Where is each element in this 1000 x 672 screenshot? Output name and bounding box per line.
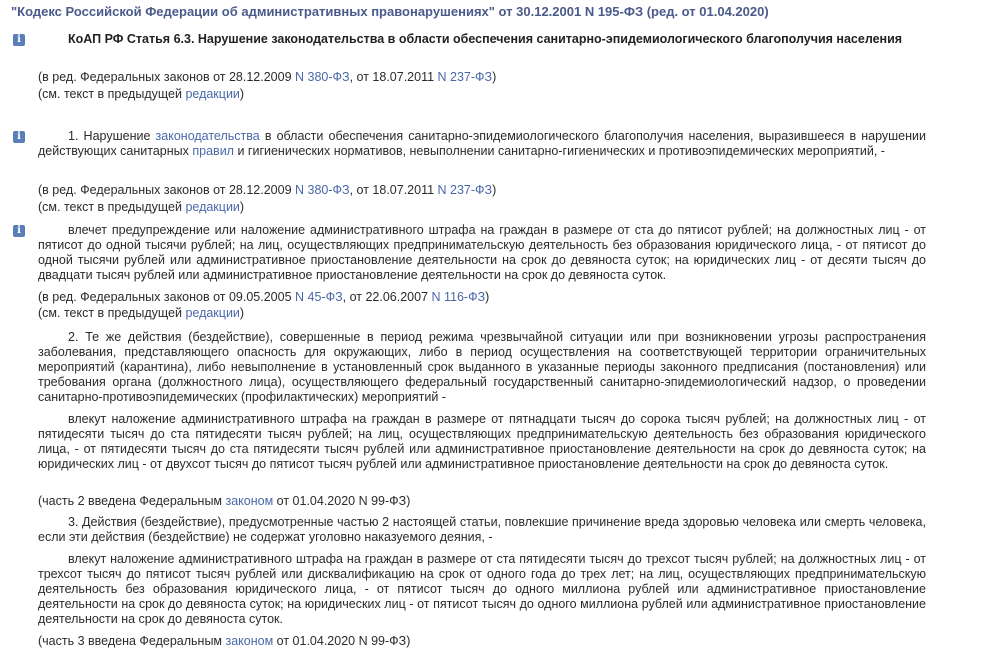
document-title: "Кодекс Российской Федерации об административных правонарушениях" от 30.12.2001 N 195-ФЗ (ред. от 01.04.2020)	[11, 4, 769, 19]
law-link[interactable]: N 237-ФЗ	[437, 70, 493, 84]
info-icon[interactable]: i	[13, 34, 25, 46]
previous-edition-link[interactable]: редакции	[185, 87, 240, 101]
sanction1-edition-note: (в ред. Федеральных законов от 09.05.2005 N 45-ФЗ, от 22.06.2007 N 116-ФЗ)	[38, 290, 490, 304]
legislation-link[interactable]: законодательства	[155, 129, 260, 143]
article-edition-note: (в ред. Федеральных законов от 28.12.2009 N 380-ФЗ, от 18.07.2011 N 237-ФЗ)	[38, 70, 497, 84]
part3-text: 3. Действия (бездействие), предусмотренные частью 2 настоящей статьи, повлекшие причинение вреда здоровью человека или смерть человека, если эти действия (бездействие) не содержат уголовно наказуемого деяния, -	[38, 515, 926, 544]
law-link[interactable]: N 380-ФЗ	[295, 183, 350, 197]
previous-edition-link[interactable]: редакции	[185, 200, 240, 214]
part2-text: 2. Те же действия (бездействие), совершенные в период режима чрезвычайной ситуации или при возникновении угрозы распространения заболевания, представляющего опасность для окружающих, либо в период осуществления на соответствующей территории ограничительных мероприятий (карантина), либо невыполнение в установленный срок выданного в указанные периоды законного предписания (постановления) или требования органа (должностного лица), осуществляющего федеральный государственный санитарно-эпидемиологический надзор, о проведении санитарно-противоэпидемических (профилактических) мероприятий -	[38, 330, 926, 404]
part3-note: (часть 3 введена Федеральным законом от 01.04.2020 N 99-ФЗ)	[38, 634, 411, 648]
article-see-previous: (см. текст в предыдущей редакции)	[38, 87, 245, 101]
part1-text: 1. Нарушение законодательства в области обеспечения санитарно-эпидемиологического благополучия населения, выразившееся в нарушении действующих санитарных правил и гигиенических нормативов, невыполнении санитарно-гигиенических и противоэпидемических мероприятий, -	[38, 129, 926, 158]
part3-sanction: влекут наложение административного штрафа на граждан в размере от ста пятидесяти тысяч до трехсот тысяч рублей; на должностных лиц - от трехсот тысяч до пятисот тысяч рублей или дисквалификацию на срок от одного года до трех лет; на лиц, осуществляющих предпринимательскую деятельность без образования юридического лица, - от пятисот тысяч до одного миллиона рублей или административное приостановление деятельности на срок до девяноста суток; на юридических лиц - от пятисот тысяч до одного миллиона рублей или административное приостановление деятельности на срок до девяноста суток.	[38, 552, 926, 626]
law-link[interactable]: N 237-ФЗ	[437, 183, 493, 197]
law-link[interactable]: N 380-ФЗ	[295, 70, 350, 84]
sanction1-text: влечет предупреждение или наложение административного штрафа на граждан в размере от ста до пятисот рублей; на должностных лиц - от пятисот до одной тысячи рублей; на лиц, осуществляющих предпринимательскую деятельность без образования юридического лица, - от пятисот до одной тысячи рублей или административное приостановление деятельности на срок до девяноста суток; на юридических лиц - от десяти тысяч до двадцати тысяч рублей или административное приостановление деятельности на срок до девяноста суток.	[38, 223, 926, 282]
part2-sanction: влекут наложение административного штрафа на граждан в размере от пятнадцати тысяч до сорока тысяч рублей; на должностных лиц - от пятидесяти тысяч до ста пятидесяти тысяч рублей; на лиц, осуществляющих предпринимательскую деятельность без образования юридического лица, - от пятидесяти тысяч до ста пятидесяти тысяч рублей или административное приостановление деятельности на срок до девяноста суток; на юридических лиц - от двухсот тысяч до пятисот тысяч рублей или административное приостановление деятельности на срок до девяноста суток.	[38, 412, 926, 471]
part1-edition-note: (в ред. Федеральных законов от 28.12.2009 N 380-ФЗ, от 18.07.2011 N 237-ФЗ)	[38, 183, 497, 197]
part1-see-previous: (см. текст в предыдущей редакции)	[38, 200, 245, 214]
law-link[interactable]: законом	[225, 634, 274, 648]
rules-link[interactable]: правил	[192, 144, 234, 158]
law-link[interactable]: N 45-ФЗ	[295, 290, 343, 304]
info-icon[interactable]: i	[13, 225, 25, 237]
info-icon[interactable]: i	[13, 131, 25, 143]
part2-note: (часть 2 введена Федеральным законом от 01.04.2020 N 99-ФЗ)	[38, 494, 411, 508]
law-link[interactable]: законом	[225, 494, 274, 508]
law-link[interactable]: N 116-ФЗ	[431, 290, 486, 304]
sanction1-see-previous: (см. текст в предыдущей редакции)	[38, 306, 245, 320]
article-heading: КоАП РФ Статья 6.3. Нарушение законодательства в области обеспечения санитарно-эпидемиологического благополучия населения	[68, 32, 903, 46]
previous-edition-link[interactable]: редакции	[185, 306, 240, 320]
